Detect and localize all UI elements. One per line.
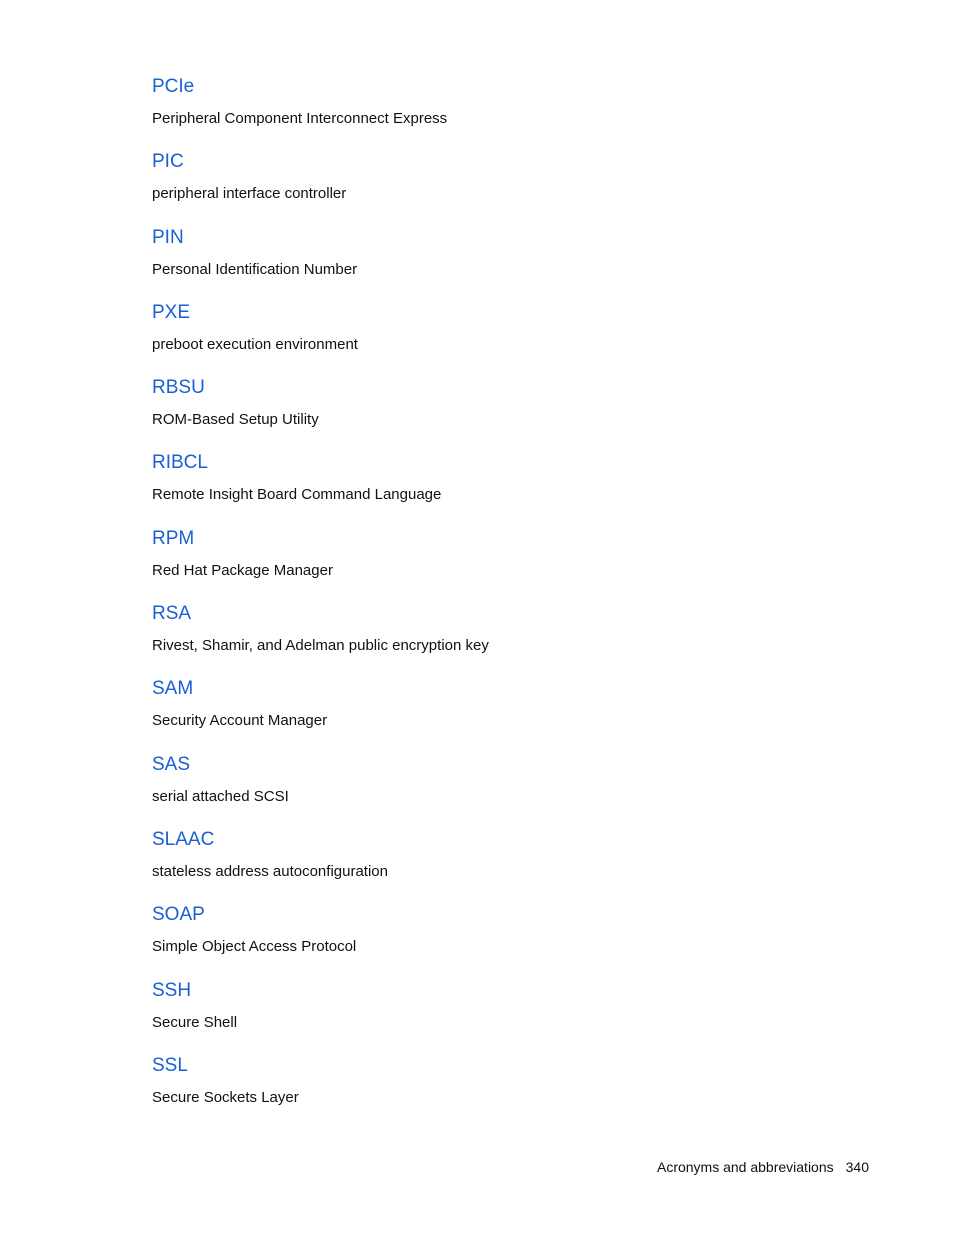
acronym-term-link[interactable]: PCIe: [152, 76, 195, 97]
acronym-term-link[interactable]: SLAAC: [152, 828, 215, 850]
acronym-definition: Remote Insight Board Command Language: [152, 486, 442, 504]
acronym-definition: peripheral interface controller: [152, 185, 347, 203]
acronym-entry: [152, 979, 852, 1054]
acronym-entry: [152, 903, 852, 978]
acronym-definition: serial attached SCSI: [152, 787, 289, 805]
acronym-term-link[interactable]: RPM: [152, 527, 195, 549]
acronym-definition: Secure Shell: [152, 1013, 238, 1031]
acronym-definition: preboot execution environment: [152, 335, 358, 353]
acronym-definition: Red Hat Package Manager: [152, 561, 333, 579]
acronym-definition: ROM-Based Setup Utility: [152, 411, 319, 429]
acronym-term-link[interactable]: RSA: [152, 603, 192, 625]
page-number: 340: [845, 1159, 869, 1175]
acronym-definition: Peripheral Component Interconnect Express: [152, 110, 448, 127]
acronym-term-link[interactable]: SAM: [152, 678, 194, 700]
acronym-definition: Secure Sockets Layer: [152, 1088, 299, 1106]
acronym-definition: Simple Object Access Protocol: [152, 938, 357, 956]
acronym-entry: [152, 451, 852, 526]
acronym-entry: [152, 602, 852, 677]
acronym-term-link[interactable]: PIC: [152, 151, 184, 173]
acronym-entry: [152, 75, 852, 150]
acronym-definition: Rivest, Shamir, and Adelman public encryption key: [152, 637, 489, 655]
acronym-term-link[interactable]: SSL: [152, 1054, 188, 1076]
acronym-definition: Security Account Manager: [152, 712, 328, 730]
acronym-entry: [152, 677, 852, 752]
acronym-entry: [152, 1054, 852, 1129]
acronym-entry: [152, 150, 852, 225]
acronym-entry: [152, 376, 852, 451]
acronym-term-link[interactable]: RIBCL: [152, 452, 208, 474]
acronym-term-link[interactable]: SAS: [152, 753, 191, 775]
footer-section-title: Acronyms and abbreviations: [656, 1159, 834, 1175]
acronym-term-link[interactable]: PXE: [152, 301, 191, 323]
acronym-entry: [152, 753, 852, 828]
acronym-term-link[interactable]: PIN: [152, 226, 184, 248]
acronym-entry: [152, 527, 852, 602]
acronym-term-link[interactable]: SSH: [152, 979, 192, 1001]
acronym-definition: Personal Identification Number: [152, 260, 358, 278]
acronym-list: [152, 75, 852, 1129]
acronym-entry: [152, 226, 852, 301]
acronym-term-link[interactable]: SOAP: [152, 904, 205, 926]
acronym-entry: [152, 828, 852, 903]
acronym-entry: [152, 301, 852, 376]
acronym-term-link[interactable]: RBSU: [152, 377, 205, 399]
acronym-definition: stateless address autoconfiguration: [152, 862, 388, 880]
page-footer: [657, 1158, 869, 1176]
